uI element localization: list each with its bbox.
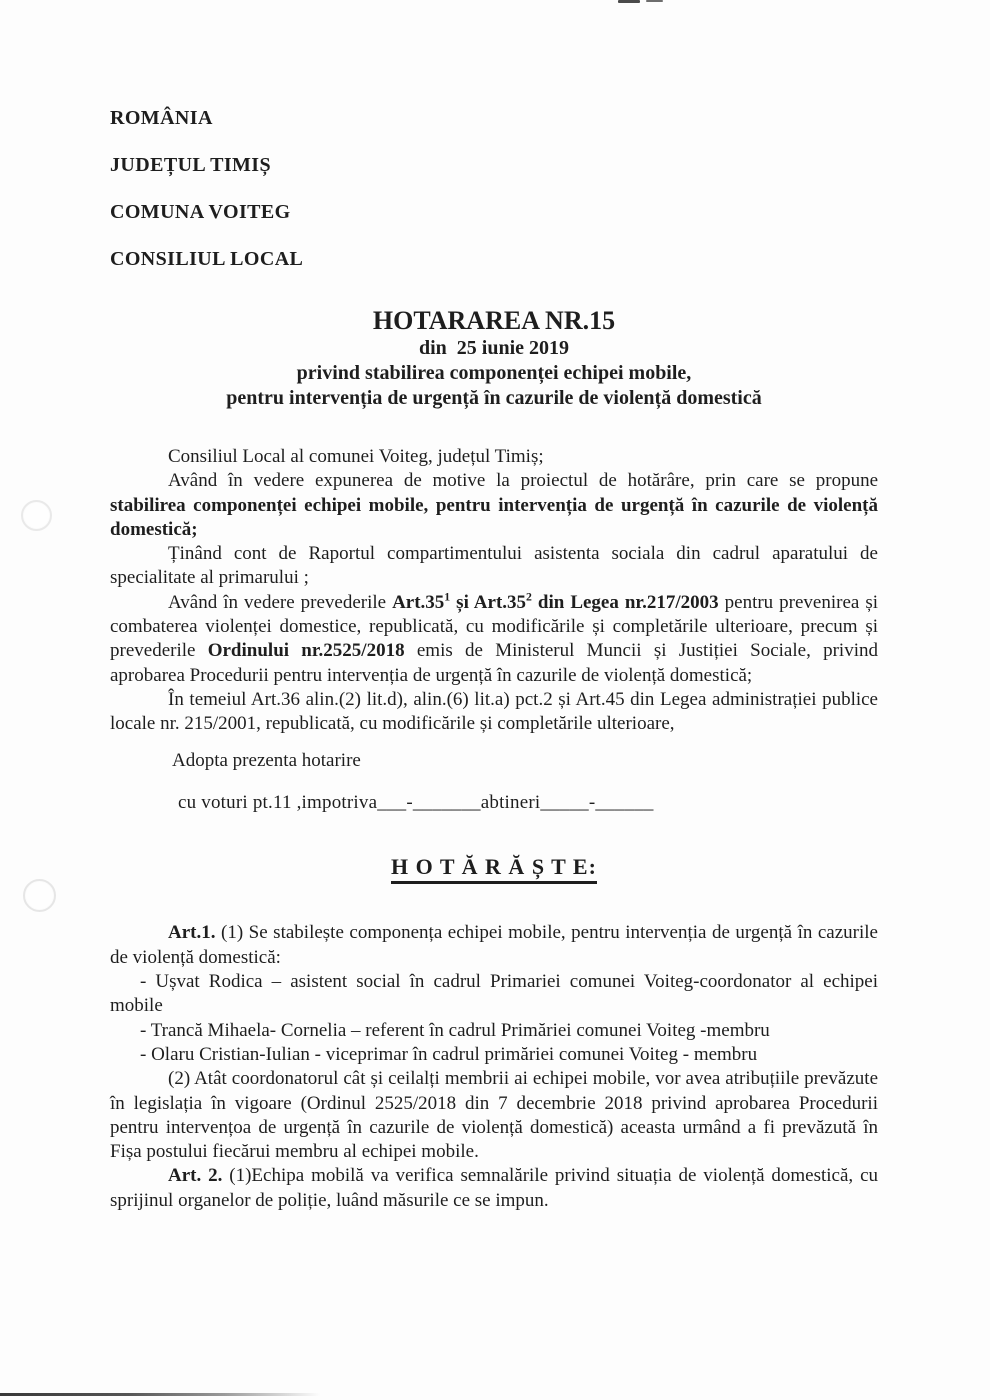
- decision-number-title: HOTARAREA NR.15: [372, 306, 616, 335]
- preamble-prevederi: Având în vedere prevederile $Art.35^1$ și $Art.35^2$ din Legea nr.217/2003 pentru prevenirea și combaterea violenței domestice, republicată, cu modificările și completările ulterioare, precum și prevederile Ordinului nr.2525/2018 emis de Ministerul Muncii și Justiției Sociale, privind aprobarea Procedurii pentru intervenția de urgență în cazurile de violență domestică;: [110, 590, 878, 686]
- decision-date-line: din 25 iunie 2019: [418, 337, 570, 359]
- article-2-alin-1: Art. 2. (1)Echipa mobilă va verifica semnalările privind situația de violență domestică, cu sprijinul organelor de poliție, luând măsurile ce se impun.: [110, 1165, 878, 1211]
- bottom-scan-line: [0, 1393, 320, 1396]
- adopt-line: Adopta prezenta hotarire: [172, 749, 361, 771]
- punch-hole-mark: [21, 500, 52, 531]
- preamble-expunere: Având în vedere expunerea de motive la proiectul de hotărâre, prin care se propune stabilirea componenței echipei mobile, pentru intervenția de urgență în cazurile de violență domestică;: [110, 470, 878, 540]
- article-1-alin-1: Art.1. (1) Se stabilește componența echipei mobile, pentru intervenția de urgență în cazurile de violență domestică:: [110, 922, 878, 968]
- document-body: [110, 445, 878, 1213]
- issuing-authority-block: [110, 108, 878, 270]
- punch-hole-mark: [23, 879, 56, 912]
- member-3-olaru-cristian: - Olaru Cristian-Iulian - viceprimar în cadrul primăriei comunei Voiteg - membru: [140, 1043, 758, 1065]
- county-line: JUDEȚUL TIMIȘ: [110, 154, 271, 176]
- member-2-tranca-mihaela: - Trancă Mihaela- Cornelia – referent în cadrul Primăriei comunei Voiteg -membru: [140, 1019, 770, 1041]
- decision-subject-line-1: privind stabilirea componenței echipei mobile,: [296, 362, 692, 384]
- preamble-consiliul: Consiliul Local al comunei Voiteg, județul Timiș;: [168, 446, 544, 467]
- preamble-raport: Ținând cont de Raportul compartimentului asistenta sociala din cadrul aparatului de specialitate al primarului ;: [110, 543, 878, 589]
- document-content: [110, 0, 878, 1213]
- commune-line: COMUNA VOITEG: [110, 201, 291, 223]
- decision-heading: H O T Ă R Ă Ș T E:: [110, 855, 878, 879]
- country-line: ROMÂNIA: [110, 107, 213, 129]
- decision-title-block: [110, 306, 878, 411]
- preamble-temei-legal: În temeiul Art.36 alin.(2) lit.d), alin.(6) lit.a) pct.2 și Art.45 din Legea administrației publice locale nr. 215/2001, republicată, cu modificările și completările ulterioare,: [110, 688, 878, 735]
- council-line: CONSILIUL LOCAL: [110, 248, 304, 270]
- article-1-alin-2: (2) Atât coordonatorul cât și ceilalți membrii ai echipei mobile, vor avea atribuțiile prevăzute în legislația în vigoare (Ordinul 2525/2018 din 7 decembrie 2018 privind aprobarea Procedurii pentru intervențoa de urgență în cazurile de violență domestică) aceasta urmând a fi prevăzută în Fișa postului fiecărui membru al echipei mobile.: [110, 1068, 878, 1163]
- member-1-usvat-rodica: - Ușvat Rodica – asistent social în cadrul Primariei comunei Voiteg-coordonator al echipei mobile: [110, 971, 878, 1017]
- decision-subject-line-2: pentru intervenția de urgență în cazurile de violență domestică: [226, 387, 762, 409]
- vote-count-line: cu voturi pt.11 ,impotriva___-_______abtineri_____-______: [178, 791, 654, 813]
